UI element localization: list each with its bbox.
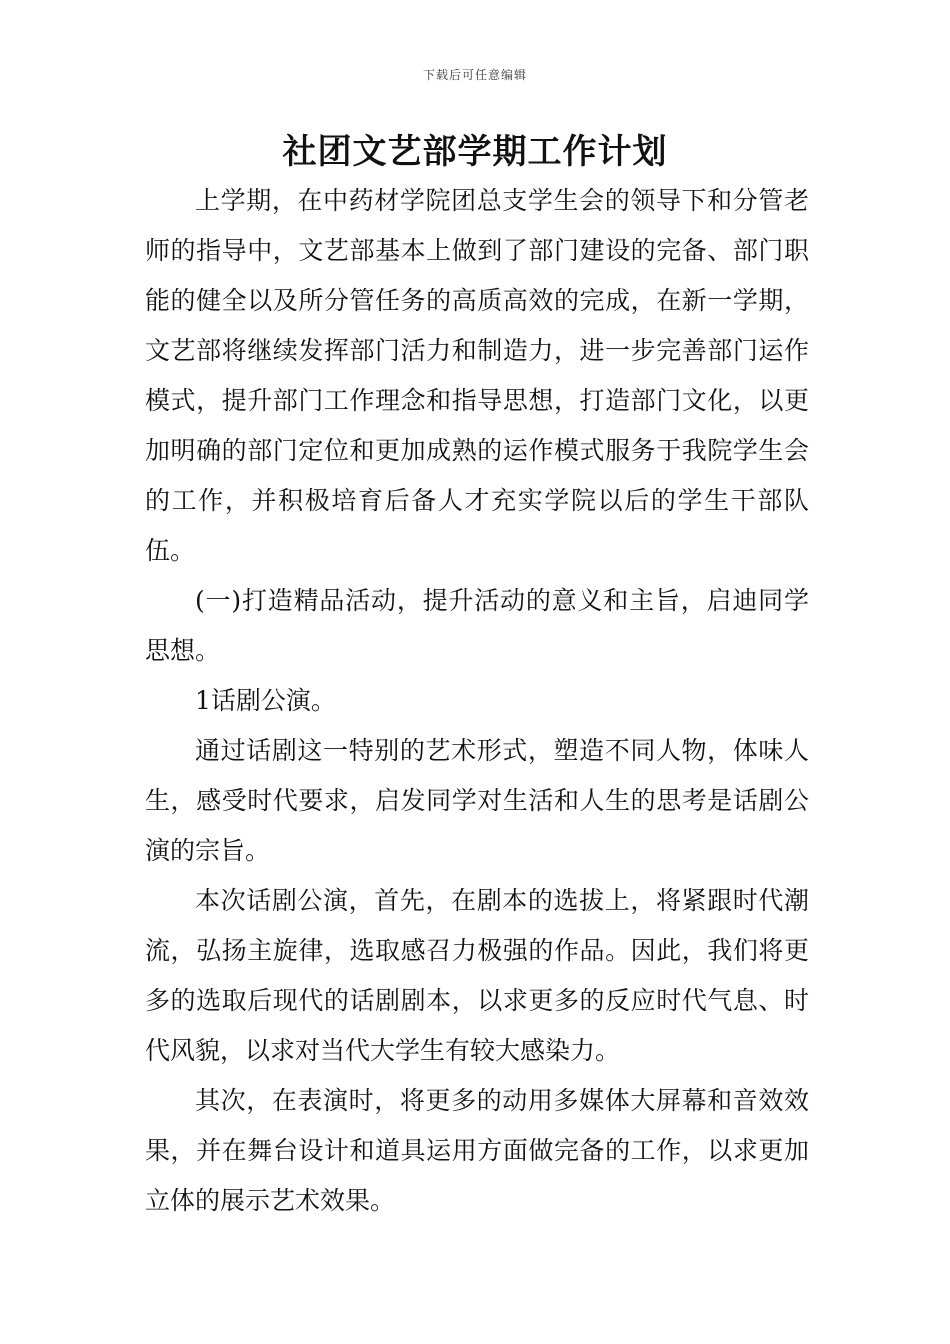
- paragraph-purpose: 通过话剧这一特别的艺术形式，塑造不同人物，体味人生，感受时代要求，启发同学对生活和人生的思考是话剧公演的宗旨。: [145, 736, 809, 865]
- paragraph-intro: 上学期，在中药材学院团总支学生会的领导下和分管老师的指导中，文艺部基本上做到了部门建设的完备、部门职能的健全以及所分管任务的高质高效的完成，在新一学期，文艺部将继续发挥部门活力和制造力，进一步完善部门运作模式，提升部门工作理念和指导思想，打造部门文化，以更加明确的部门定位和更加成熟的运作模式服务于我院学生会的工作，并积极培育后备人才充实学院以后的学生干部队伍。: [145, 186, 809, 565]
- paragraph-section-heading: (一)打造精品活动，提升活动的意义和主旨，启迪同学思想。: [145, 586, 809, 665]
- document-body: [145, 176, 809, 1226]
- document-title: 社团文艺部学期工作计划: [282, 132, 668, 172]
- paragraph-script-selection: 本次话剧公演，首先，在剧本的选拔上，将紧跟时代潮流，弘扬主旋律，选取感召力极强的作品。因此，我们将更多的选取后现代的话剧剧本，以求更多的反应时代气息、时代风貌，以求对当代大学生有较大感染力。: [145, 886, 809, 1065]
- paragraph-performance: 其次，在表演时，将更多的动用多媒体大屏幕和音效效果，并在舞台设计和道具运用方面做完备的工作，以求更加立体的展示艺术效果。: [145, 1086, 809, 1215]
- header-note: 下载后可任意编辑: [422, 68, 527, 82]
- paragraph-item-heading: 1话剧公演。: [195, 686, 336, 715]
